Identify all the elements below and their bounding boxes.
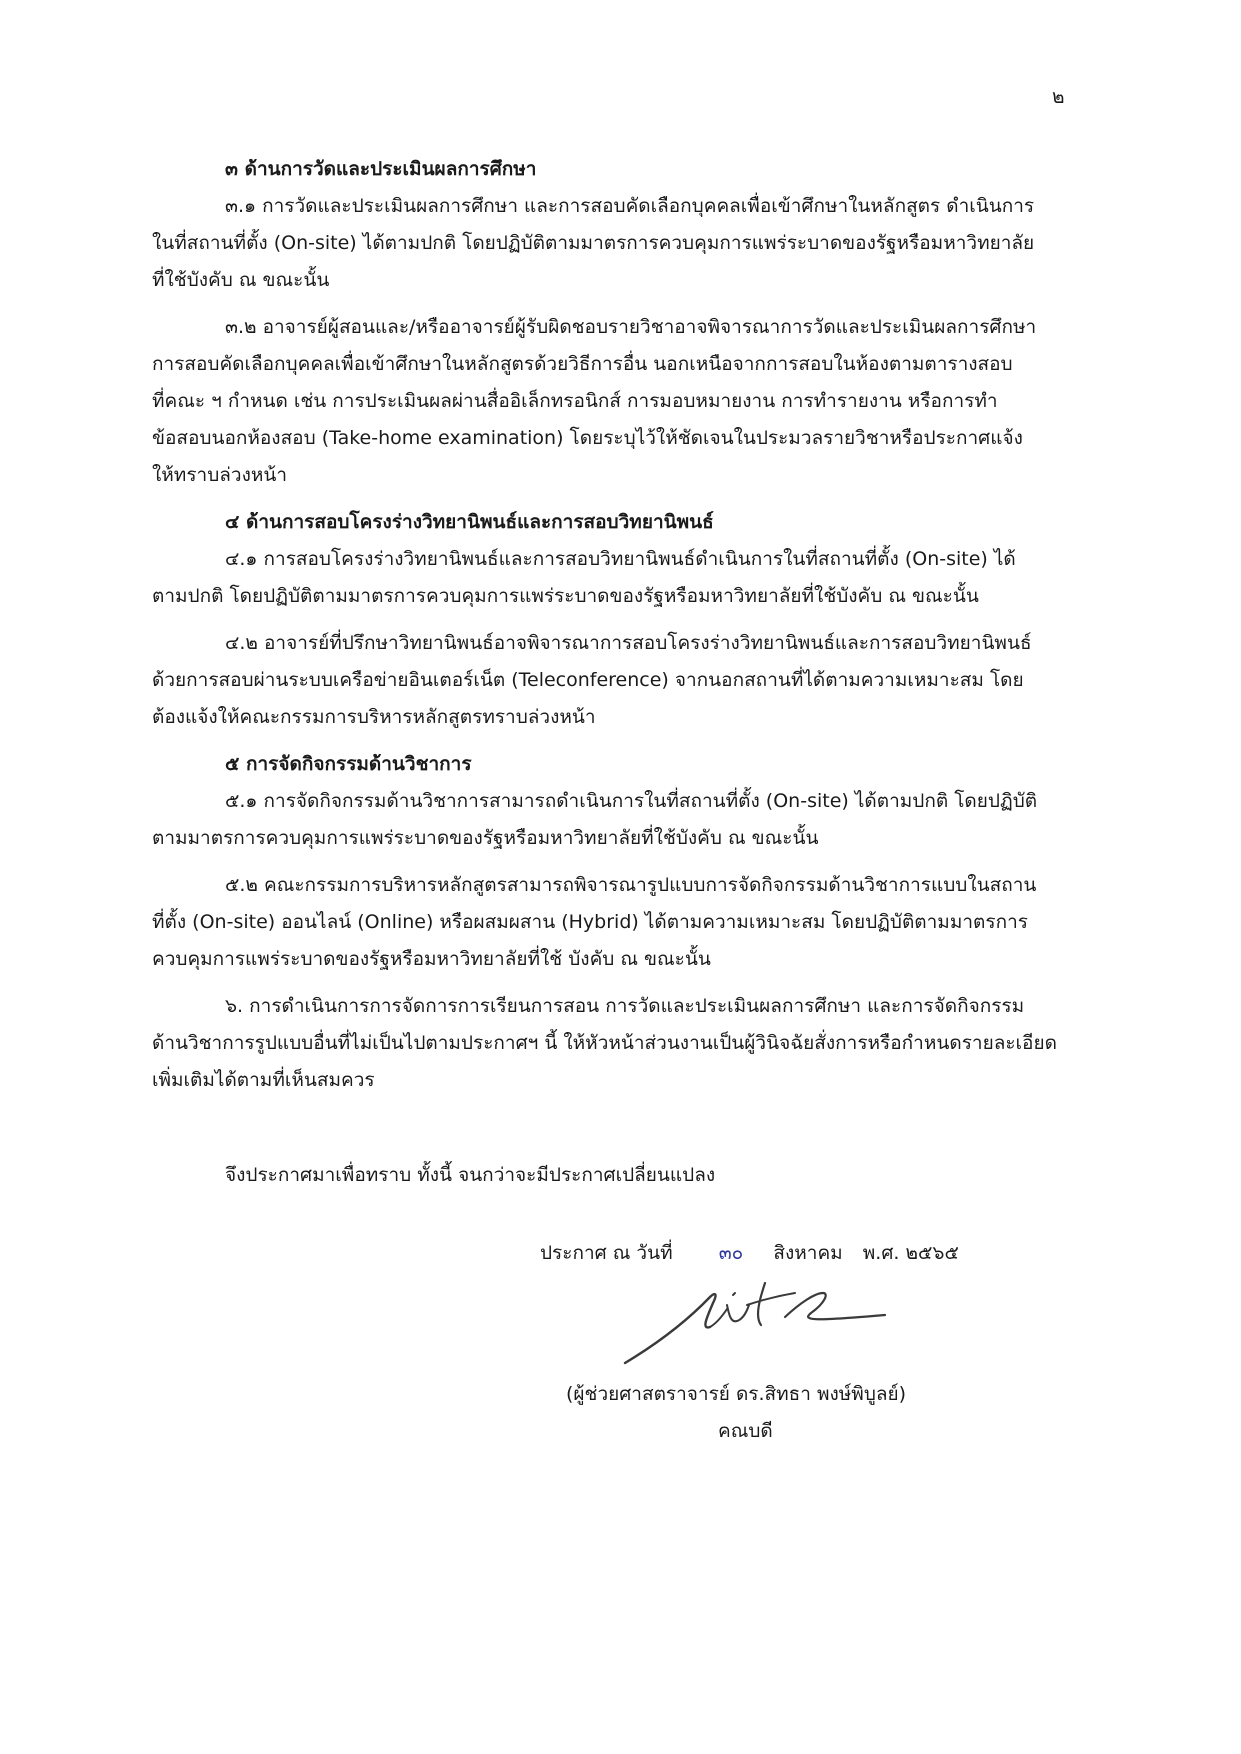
signer-title: คณบดี xyxy=(718,1420,773,1442)
body-line: ๔.๑ การสอบโครงร่างวิทยานิพนธ์และการสอบวิทยานิพนธ์ดำเนินการในที่สถานที่ตั้ง (On-site) ได้ xyxy=(225,548,1016,570)
body-line: ตามมาตรการควบคุมการแพร่ระบาดของรัฐหรือมหาวิทยาลัยที่ใช้บังคับ ณ ขณะนั้น xyxy=(152,827,819,849)
body-line: ๓.๑ การวัดและประเมินผลการศึกษา และการสอบคัดเลือกบุคคลเพื่อเข้าศึกษาในหลักสูตร ดำเนินการ xyxy=(225,195,1035,217)
body-line: ด้วยการสอบผ่านระบบเครือข่ายอินเตอร์เน็ต (Teleconference) จากนอกสถานที่ได้ตามความเหมาะสม โดย xyxy=(152,669,1024,691)
body-line: ตามปกติ โดยปฏิบัติตามมาตรการควบคุมการแพร่ระบาดของรัฐหรือมหาวิทยาลัยที่ใช้บังคับ ณ ขณะนั้น xyxy=(152,585,979,607)
body-line: ๔.๒ อาจารย์ที่ปรึกษาวิทยานิพนธ์อาจพิจารณาการสอบโครงร่างวิทยานิพนธ์และการสอบวิทยานิพนธ์ xyxy=(225,632,1032,654)
handwritten-signature xyxy=(615,1275,895,1370)
body-line: ในที่สถานที่ตั้ง (On-site) ได้ตามปกติ โดยปฏิบัติตามมาตรการควบคุมการแพร่ระบาดของรัฐหรือมหาวิทยาลัย xyxy=(152,232,1035,254)
body-line: ที่ตั้ง (On-site) ออนไลน์ (Online) หรือผสมผสาน (Hybrid) ได้ตามความเหมาะสม โดยปฏิบัติตามมาตรการ xyxy=(152,911,1028,933)
section-3-heading: ๓ ด้านการวัดและประเมินผลการศึกษา xyxy=(225,158,537,180)
body-line: ควบคุมการแพร่ระบาดของรัฐหรือมหาวิทยาลัยที่ใช้ บังคับ ณ ขณะนั้น xyxy=(152,948,711,970)
body-line: ๖. การดำเนินการการจัดการการเรียนการสอน การวัดและประเมินผลการศึกษา และการจัดกิจกรรม xyxy=(225,995,1025,1017)
closing-statement: จึงประกาศมาเพื่อทราบ ทั้งนี้ จนกว่าจะมีประกาศเปลี่ยนแปลง xyxy=(225,1164,716,1186)
body-line: ที่ใช้บังคับ ณ ขณะนั้น xyxy=(152,269,330,291)
page-number: ๒ xyxy=(1052,86,1065,108)
date-month: สิงหาคม xyxy=(773,1242,843,1264)
body-line: ด้านวิชาการรูปแบบอื่นที่ไม่เป็นไปตามประกาศฯ นี้ ให้หัวหน้าส่วนงานเป็นผู้วินิจฉัยสั่งการหรือกำหนดรายละเอียด xyxy=(152,1032,1057,1054)
date-day: ๓๐ xyxy=(718,1242,744,1264)
body-line: ข้อสอบนอกห้องสอบ (Take-home examination) โดยระบุไว้ให้ชัดเจนในประมวลรายวิชาหรือประกาศแจ้ง xyxy=(152,427,1023,449)
section-5-heading: ๕ การจัดกิจกรรมด้านวิชาการ xyxy=(225,753,472,775)
date-year: พ.ศ. ๒๕๖๕ xyxy=(862,1242,959,1264)
body-line: ๓.๒ อาจารย์ผู้สอนและ/หรืออาจารย์ผู้รับผิดชอบรายวิชาอาจพิจารณาการวัดและประเมินผลการศึกษา xyxy=(225,316,1037,338)
section-4-heading: ๔ ด้านการสอบโครงร่างวิทยานิพนธ์และการสอบวิทยานิพนธ์ xyxy=(225,511,714,533)
announcement-date xyxy=(540,1240,959,1266)
date-prefix: ประกาศ ณ วันที่ xyxy=(540,1242,673,1264)
body-line: ต้องแจ้งให้คณะกรรมการบริหารหลักสูตรทราบล่วงหน้า xyxy=(152,706,596,728)
body-line: ให้ทราบล่วงหน้า xyxy=(152,464,288,486)
body-line: ๕.๑ การจัดกิจกรรมด้านวิชาการสามารถดำเนินการในที่สถานที่ตั้ง (On-site) ได้ตามปกติ โดยปฏิบัติ xyxy=(225,790,1038,812)
body-line: เพิ่มเติมได้ตามที่เห็นสมควร xyxy=(152,1069,375,1091)
body-line: ที่คณะ ฯ กำหนด เช่น การประเมินผลผ่านสื่ออิเล็กทรอนิกส์ การมอบหมายงาน การทำรายงาน หรือการทำ xyxy=(152,390,998,412)
body-line: ๕.๒ คณะกรรมการบริหารหลักสูตรสามารถพิจารณารูปแบบการจัดกิจกรรมด้านวิชาการแบบในสถาน xyxy=(225,874,1037,896)
signer-name: (ผู้ช่วยศาสตราจารย์ ดร.สิทธา พงษ์พิบูลย์) xyxy=(566,1383,907,1405)
body-line: การสอบคัดเลือกบุคคลเพื่อเข้าศึกษาในหลักสูตรด้วยวิธีการอื่น นอกเหนือจากการสอบในห้องตามตารางสอบ xyxy=(152,353,1013,375)
